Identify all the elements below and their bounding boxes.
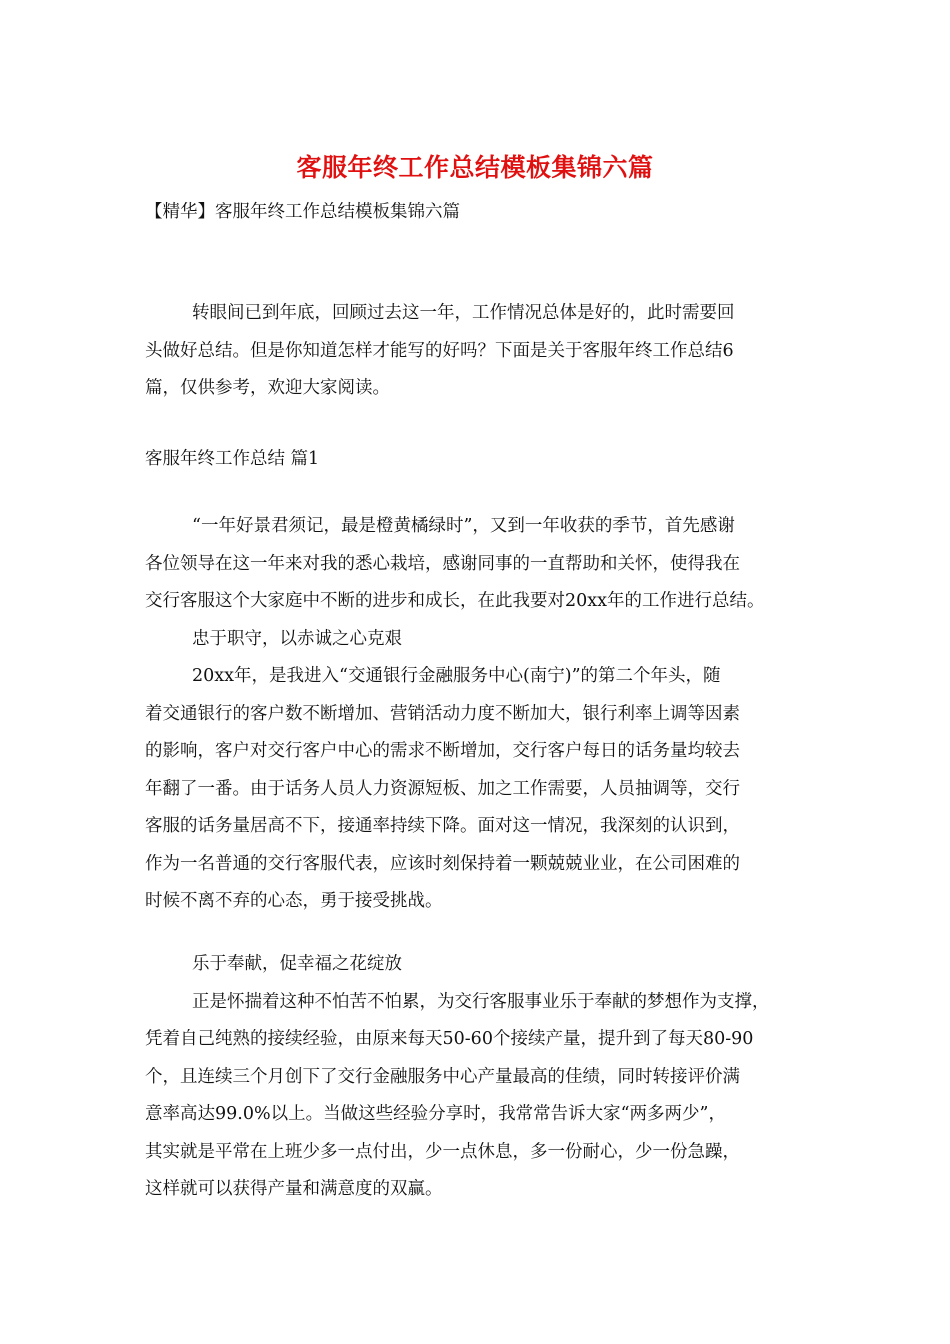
sub-heading: 乐于奉献，促幸福之花绽放 — [192, 954, 402, 974]
text-line: 着交通银行的客户数不断增加、营销活动力度不断加大，银行利率上调等因素 — [145, 703, 740, 724]
text-line: 头做好总结。但是你知道怎样才能写的好吗？下面是关于客服年终工作总结6 — [145, 340, 734, 361]
document-subtitle: 【精华】客服年终工作总结模板集锦六篇 — [145, 202, 460, 222]
text-line: 凭着自己纯熟的接续经验，由原来每天50-60个接续产量，提升到了每天80-90 — [145, 1029, 754, 1049]
text-line: 作为一名普通的交行客服代表，应该时刻保持着一颗兢兢业业，在公司困难的 — [145, 853, 740, 874]
text-line: 客服的话务量居高不下，接通率持续下降。面对这一情况，我深刻的认识到， — [145, 816, 740, 836]
text-line: 年翻了一番。由于话务人员人力资源短板、加之工作需要，人员抽调等，交行 — [145, 778, 740, 799]
text-line: 其实就是平常在上班少多一点付出，少一点休息，多一份耐心，少一份急躁， — [145, 1141, 740, 1162]
paragraph-3 — [145, 946, 815, 1209]
text-line: 篇，仅供参考，欢迎大家阅读。 — [145, 378, 390, 398]
text-line: 正是怀揣着这种不怕苦不怕累，为交行客服事业乐于奉献的梦想作为支撑， — [192, 991, 770, 1012]
text-line: 个，且连续三个月创下了交行金融服务中心产量最高的佳绩，同时转接评价满 — [145, 1066, 740, 1087]
paragraph-1 — [145, 508, 815, 921]
text-line: 时候不离不弃的心态，勇于接受挑战。 — [145, 891, 443, 911]
text-line: 转眼间已到年底，回顾过去这一年，工作情况总体是好的，此时需要回 — [192, 303, 735, 323]
section-heading: 客服年终工作总结 篇1 — [145, 449, 320, 469]
text-line: 交行客服这个大家庭中不断的进步和成长，在此我要对20xx年的工作进行总结。 — [145, 591, 765, 611]
text-line: 各位领导在这一年来对我的悉心栽培，感谢同事的一直帮助和关怀，使得我在 — [145, 553, 740, 574]
text-line: 20xx年，是我进入“交通银行金融服务中心(南宁)”的第二个年头，随 — [192, 666, 721, 686]
intro-paragraph — [145, 295, 815, 408]
sub-heading: 忠于职守，以赤诚之心克艰 — [192, 628, 402, 649]
text-line: 的影响，客户对交行客户中心的需求不断增加，交行客户每日的话务量均较去 — [145, 741, 740, 761]
text-line: 意率高达99.0%以上。当做这些经验分享时，我常常告诉大家“两多两少”， — [145, 1104, 726, 1124]
text-line: 这样就可以获得产量和满意度的双赢。 — [145, 1179, 443, 1199]
document-title: 客服年终工作总结模板集锦六篇 — [296, 153, 654, 182]
text-line: “一年好景君须记，最是橙黄橘绿时”，又到一年收获的季节，首先感谢 — [192, 516, 735, 536]
